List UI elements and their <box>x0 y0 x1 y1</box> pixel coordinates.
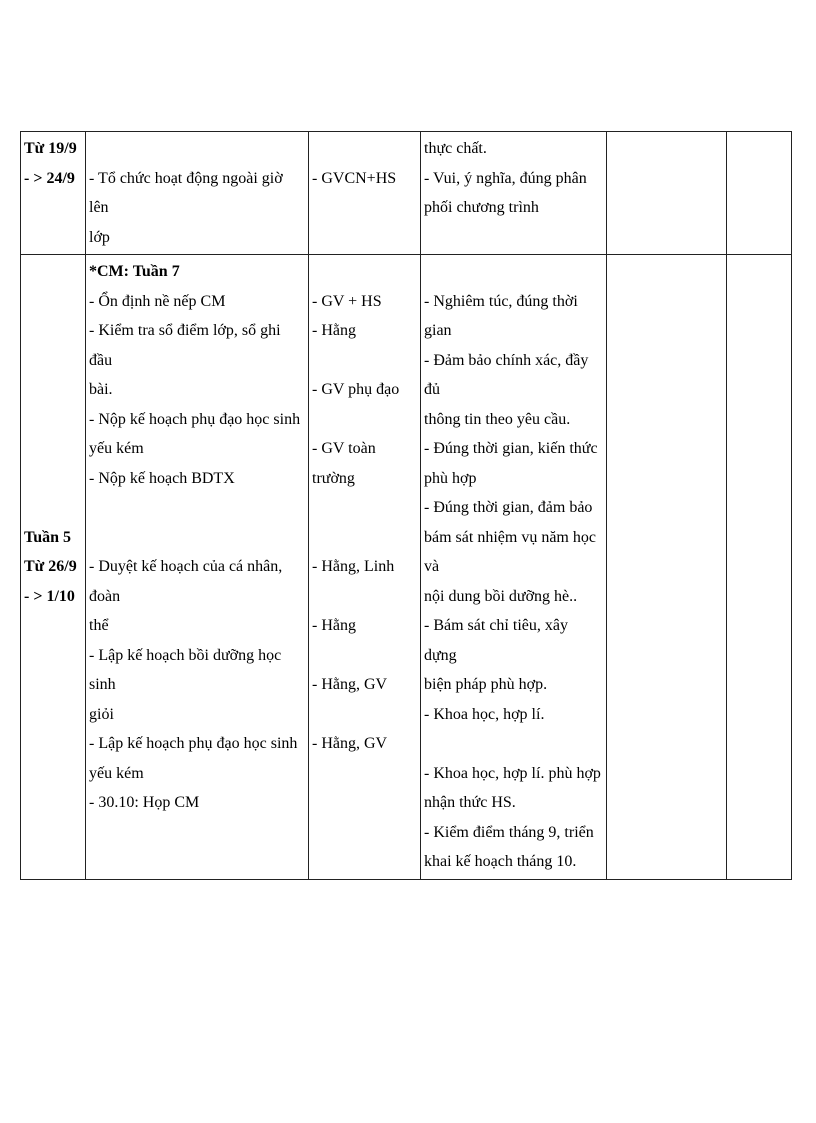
responsible-cell <box>309 132 421 255</box>
requirement-line: - Bám sát chỉ tiêu, xây dựng <box>424 617 568 664</box>
requirement-line: nội dung bồi dưỡng hè.. <box>424 587 578 605</box>
responsible-line <box>312 582 417 612</box>
task-line: bài. <box>89 381 113 398</box>
requirement-line: - Kiểm điểm tháng 9, triển <box>424 823 594 841</box>
task-line: - Nộp kế hoạch BDTX <box>89 469 235 487</box>
table-row <box>21 255 792 880</box>
responsible-line: - Hằng, GV <box>312 735 388 752</box>
requirement-line: phù hợp <box>424 469 477 487</box>
task-line: - Nộp kế hoạch phụ đạo học sinh <box>89 410 301 428</box>
requirement-line <box>424 257 603 287</box>
responsible-cell <box>309 255 421 880</box>
empty-cell <box>727 132 792 255</box>
requirement-line: thông tin theo yêu cầu. <box>424 410 571 428</box>
requirement-line: phối chương trình <box>424 199 539 216</box>
task-line: - Lập kế hoạch bồi dưỡng học sinh <box>89 646 282 693</box>
week-line: Từ 26/9 <box>24 558 77 575</box>
requirement-line <box>424 729 603 759</box>
week-line: Tuần 5 <box>24 528 71 546</box>
responsible-line <box>312 641 417 671</box>
responsible-line <box>312 346 417 376</box>
requirement-line: - Vui, ý nghĩa, đúng phân <box>424 169 587 187</box>
requirement-line: - Đúng thời gian, đảm bảo <box>424 499 593 516</box>
responsible-line: - Hằng <box>312 322 356 339</box>
task-line: - Ổn định nề nếp CM <box>89 292 226 310</box>
week-cell <box>21 132 86 255</box>
empty-cell <box>727 255 792 880</box>
responsible-line <box>312 193 417 223</box>
task-line: - Tổ chức hoạt động ngoài giờ lên <box>89 169 283 216</box>
week-cell <box>21 255 86 880</box>
requirement-line: - Khoa học, hợp lí. <box>424 705 545 723</box>
requirement-line: thực chất. <box>424 140 487 157</box>
requirement-line: - Khoa học, hợp lí. phù hợp <box>424 764 601 782</box>
requirement-line: biện pháp phù hợp. <box>424 676 548 693</box>
requirement-line: - Nghiêm túc, đúng thời gian <box>424 292 578 339</box>
task-line: yếu kém <box>89 440 144 457</box>
responsible-line <box>312 257 417 287</box>
task-line: - Kiểm tra sổ điểm lớp, sổ ghi đầu <box>89 322 281 369</box>
responsible-line <box>312 523 417 553</box>
responsible-line <box>312 493 417 523</box>
week-line: - > 1/10 <box>24 587 75 605</box>
requirement-line: nhận thức HS. <box>424 794 516 811</box>
task-cell <box>86 132 309 255</box>
table-row <box>21 132 792 255</box>
requirement-line: bám sát nhiệm vụ năm học và <box>424 528 596 575</box>
responsible-line: - GV + HS <box>312 292 382 310</box>
task-line: *CM: Tuần 7 <box>89 263 180 280</box>
requirement-line: - Đúng thời gian, kiến thức <box>424 440 598 457</box>
task-line <box>89 134 305 164</box>
task-line <box>89 493 305 523</box>
responsible-line: - Hằng <box>312 617 356 634</box>
empty-cell <box>607 255 727 880</box>
requirement-cell <box>421 132 607 255</box>
task-line: - Lập kế hoạch phụ đạo học sinh <box>89 735 298 752</box>
responsible-line <box>312 405 417 435</box>
requirement-cell <box>421 255 607 880</box>
plan-table <box>20 131 792 880</box>
responsible-line <box>312 134 417 164</box>
task-line: lớp <box>89 228 110 246</box>
responsible-line: - GV toàn trường <box>312 440 376 487</box>
responsible-line <box>312 700 417 730</box>
requirement-line: khai kế hoạch tháng 10. <box>424 853 577 870</box>
week-line: - > 24/9 <box>24 169 75 187</box>
task-line: thể <box>89 617 109 634</box>
task-line: yếu kém <box>89 764 144 782</box>
empty-cell <box>607 132 727 255</box>
responsible-line: - GVCN+HS <box>312 169 397 187</box>
responsible-line: - GV phụ đạo <box>312 381 400 398</box>
task-line <box>89 523 305 553</box>
week-line: Từ 19/9 <box>24 140 77 157</box>
task-line: giỏi <box>89 705 114 723</box>
responsible-line: - Hằng, GV <box>312 676 388 693</box>
responsible-line: - Hằng, Linh <box>312 558 395 575</box>
task-line: - 30.10: Họp CM <box>89 794 200 811</box>
task-line: - Duyệt kế hoạch của cá nhân, đoàn <box>89 558 283 605</box>
task-cell <box>86 255 309 880</box>
requirement-line: - Đảm bảo chính xác, đầy đủ <box>424 351 589 398</box>
